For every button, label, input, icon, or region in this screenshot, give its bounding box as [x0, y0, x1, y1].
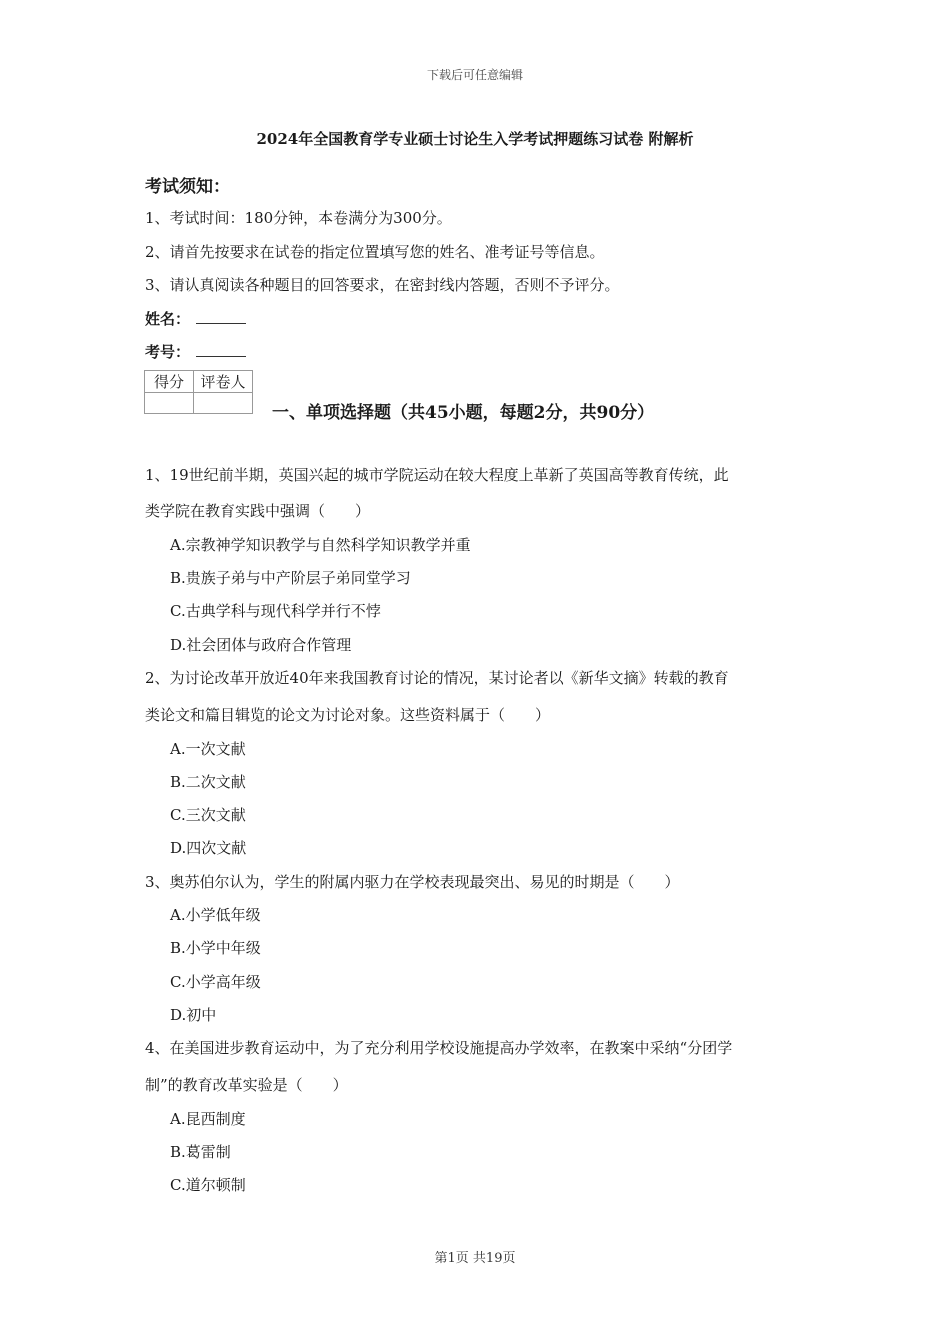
option-d[interactable]: D.四次文献 — [170, 839, 247, 857]
question-text: 3、奥苏伯尔认为，学生的附属内驱力在学校表现最突出、易见的时期是（ ） — [145, 873, 680, 891]
notice-item: 3、请认真阅读各种题目的回答要求，在密封线内答题，否则不予评分。 — [145, 276, 620, 294]
notice-heading: 考试须知： — [145, 177, 230, 197]
grader-header: 评卷人 — [194, 371, 253, 393]
option-c[interactable]: C.古典学科与现代科学并行不悖 — [170, 602, 381, 620]
option-b[interactable]: B.葛雷制 — [170, 1143, 231, 1161]
option-c[interactable]: C.道尔顿制 — [170, 1176, 246, 1194]
name-field — [145, 308, 246, 329]
score-table — [144, 370, 253, 414]
question-text: 类学院在教育实践中强调（ ） — [145, 502, 371, 520]
notice-item: 1、考试时间：180分钟，本卷满分为300分。 — [145, 209, 452, 227]
question-text: 制”的教育改革实验是（ ） — [145, 1076, 348, 1094]
option-a[interactable]: A.小学低年级 — [170, 906, 261, 924]
score-cell[interactable] — [145, 393, 194, 414]
name-blank[interactable] — [196, 309, 246, 324]
section-title: 一、单项选择题（共45小题，每题2分，共90分） — [272, 403, 655, 423]
name-label: 姓名： — [145, 310, 191, 328]
question-text: 4、在美国进步教育运动中，为了充分利用学校设施提高办学效率，在教案中采纳“分团学 — [145, 1039, 733, 1057]
exam-number-label: 考号： — [145, 343, 191, 361]
option-b[interactable]: B.二次文献 — [170, 773, 246, 791]
option-c[interactable]: C.三次文献 — [170, 806, 246, 824]
notice-item: 2、请首先按要求在试卷的指定位置填写您的姓名、准考证号等信息。 — [145, 243, 605, 261]
exam-number-field — [145, 341, 246, 362]
document-title: 2024年全国教育学专业硕士讨论生入学考试押题练习试卷 附解析 — [256, 130, 694, 148]
option-d[interactable]: D.初中 — [170, 1006, 217, 1024]
question-text: 1、19世纪前半期，英国兴起的城市学院运动在较大程度上革新了英国高等教育传统，此 — [145, 466, 729, 484]
option-a[interactable]: A.昆西制度 — [170, 1110, 246, 1128]
option-b[interactable]: B.贵族子弟与中产阶层子弟同堂学习 — [170, 569, 411, 587]
exam-number-blank[interactable] — [196, 342, 246, 357]
page-number: 第1页 共19页 — [434, 1251, 516, 1266]
option-a[interactable]: A.一次文献 — [170, 740, 246, 758]
option-c[interactable]: C.小学高年级 — [170, 973, 261, 991]
question-text: 2、为讨论改革开放近40年来我国教育讨论的情况，某讨论者以《新华文摘》转载的教育 — [145, 669, 729, 687]
grader-cell[interactable] — [194, 393, 253, 414]
score-header: 得分 — [145, 371, 194, 393]
question-text: 类论文和篇目辑览的论文为讨论对象。这些资料属于（ ） — [145, 706, 551, 724]
option-b[interactable]: B.小学中年级 — [170, 939, 261, 957]
option-a[interactable]: A.宗教神学知识教学与自然科学知识教学并重 — [170, 536, 471, 554]
header-note: 下载后可任意编辑 — [426, 68, 523, 82]
option-d[interactable]: D.社会团体与政府合作管理 — [170, 636, 352, 654]
